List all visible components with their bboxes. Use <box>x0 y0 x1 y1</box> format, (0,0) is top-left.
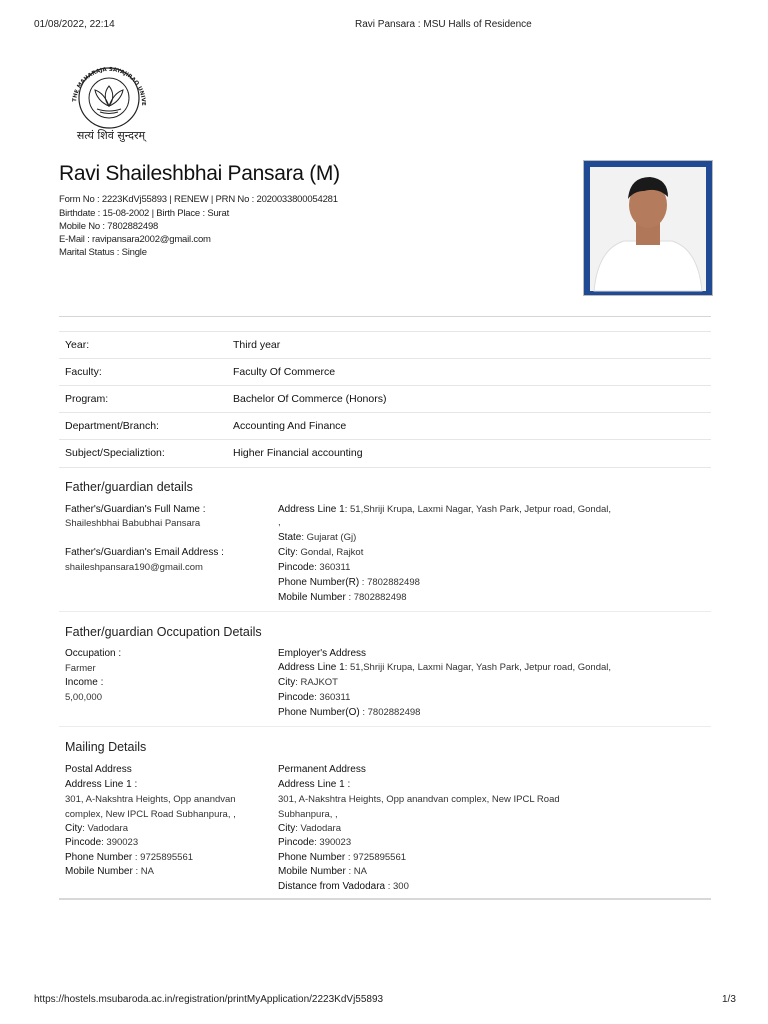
guardian-name-label: Father's/Guardian's Full Name : <box>65 504 206 515</box>
postal-address-l2: complex, New IPCL Road Subhanpura, , <box>65 809 236 820</box>
mobile-label: Mobile Number <box>65 866 133 877</box>
address-label: Address Line 1 <box>278 504 345 515</box>
employer-city-line <box>278 677 338 688</box>
phone-value: : 7802882498 <box>359 577 420 588</box>
academic-label: Program: <box>65 393 109 405</box>
section-divider <box>59 611 711 612</box>
occupation-value: Farmer <box>65 663 96 674</box>
mailing-section-title: Mailing Details <box>65 740 147 754</box>
pincode-label: Pincode <box>278 837 315 848</box>
address-value: : 51,Shriji Krupa, Laxmi Nagar, Yash Park, Jetpur road, Gondal, <box>344 662 612 673</box>
pincode-label: Pincode <box>65 837 102 848</box>
postal-address-label: Address Line 1 : <box>65 779 138 790</box>
guardian-name-value: Shaileshbhai Babubhai Pansara <box>65 518 201 529</box>
employer-pincode-line <box>278 692 350 703</box>
phone-label: Phone Number(R) <box>278 577 360 588</box>
phone-value: : 7802882498 <box>359 707 421 718</box>
person-photo-icon <box>584 161 712 295</box>
birth-line: Birthdate : 15-08-2002 | Birth Place : Surat <box>59 208 230 219</box>
phone-value: : 9725895561 <box>345 852 407 863</box>
pincode-value: : 360311 <box>314 692 351 703</box>
state-value: : Gujarat (Gj) <box>301 532 357 543</box>
postal-phone-line <box>65 852 193 863</box>
income-value: 5,00,000 <box>65 692 102 703</box>
phone-label: Phone Number <box>278 852 346 863</box>
occupation-section-title: Father/guardian Occupation Details <box>65 625 262 639</box>
city-label: City <box>65 823 83 834</box>
permanent-address-heading: Permanent Address <box>278 764 366 775</box>
print-page-title: Ravi Pansara : MSU Halls of Residence <box>355 19 532 30</box>
address-label: Address Line 1 <box>278 662 345 673</box>
guardian-state-line <box>278 532 356 543</box>
phone-label: Phone Number <box>65 852 133 863</box>
distance-label: Distance from Vadodara <box>278 881 386 892</box>
academic-row-subject <box>59 439 711 468</box>
permanent-address-label: Address Line 1 : <box>278 779 351 790</box>
occupation-label: Occupation : <box>65 648 122 659</box>
permanent-distance-line <box>278 881 409 892</box>
pincode-value: : 390023 <box>101 837 139 848</box>
city-value: : Gondal, Rajkot <box>295 547 364 558</box>
permanent-address-l2: Subhanpura, , <box>278 809 338 820</box>
guardian-address-cont: , <box>278 517 281 528</box>
academic-value: Third year <box>233 339 281 351</box>
employer-phone-line <box>278 707 420 718</box>
phone-label: Phone Number(O) <box>278 707 360 718</box>
academic-row-program <box>59 385 711 413</box>
logo-arc-text: THE MAHARAJA SAYAJIRAO UNIVE <box>72 66 147 106</box>
city-label: City <box>278 677 296 688</box>
academic-label: Faculty: <box>65 366 102 378</box>
mobile-label: Mobile Number <box>278 866 346 877</box>
permanent-phone-line <box>278 852 406 863</box>
employer-address-heading: Employer's Address <box>278 648 367 659</box>
academic-value: Higher Financial accounting <box>233 447 363 459</box>
postal-address-l1: 301, A-Nakshtra Heights, Opp anandvan <box>65 794 236 805</box>
postal-mobile-line <box>65 866 154 877</box>
city-label: City <box>278 823 296 834</box>
applicant-name: Ravi Shaileshbhai Pansara (M) <box>59 162 340 185</box>
pincode-label: Pincode <box>278 692 315 703</box>
guardian-email-label: Father's/Guardian's Email Address : <box>65 547 224 558</box>
postal-city-line <box>65 823 128 834</box>
academic-value: Bachelor Of Commerce (Honors) <box>233 393 387 405</box>
employer-address-line <box>278 662 611 673</box>
city-label: City <box>278 547 296 558</box>
city-value: : RAJKOT <box>295 677 338 688</box>
mobile-label: Mobile Number <box>278 592 346 603</box>
section-divider <box>59 726 711 727</box>
state-label: State <box>278 532 302 543</box>
academic-row-faculty <box>59 358 711 386</box>
applicant-photo <box>583 160 713 296</box>
marital-status-line: Marital Status : Single <box>59 247 147 258</box>
pincode-label: Pincode <box>278 562 315 573</box>
guardian-section-title: Father/guardian details <box>65 480 193 494</box>
guardian-address-line <box>278 504 611 515</box>
form-number-line: Form No : 2223KdVj55893 | RENEW | PRN No : 2020033800054281 <box>59 194 338 205</box>
postal-address-heading: Postal Address <box>65 764 132 775</box>
mobile-value: : NA <box>345 866 367 877</box>
academic-value: Accounting And Finance <box>233 420 347 432</box>
academic-value: Faculty Of Commerce <box>233 366 336 378</box>
academic-label: Year: <box>65 339 90 351</box>
guardian-city-line <box>278 547 363 558</box>
guardian-pincode-line <box>278 562 350 573</box>
guardian-email-value: shaileshpansara190@gmail.com <box>65 562 203 573</box>
bottom-divider <box>59 898 711 900</box>
academic-label: Subject/Specializtion: <box>65 447 165 459</box>
guardian-phone-line <box>278 577 420 588</box>
phone-value: : 9725895561 <box>132 852 194 863</box>
print-url: https://hostels.msubaroda.ac.in/registration/printMyApplication/2223KdVj55893 <box>34 994 384 1005</box>
city-value: : Vadodara <box>295 823 342 834</box>
pincode-value: : 360311 <box>314 562 351 573</box>
permanent-pincode-line <box>278 837 351 848</box>
academic-label: Department/Branch: <box>65 420 159 432</box>
print-page-number: 1/3 <box>722 994 736 1005</box>
logo-motto: सत्यं शिवं सुन्दरम् <box>76 129 146 142</box>
guardian-mobile-line <box>278 592 407 603</box>
permanent-address-l1: 301, A-Nakshtra Heights, Opp anandvan complex, New IPCL Road <box>278 794 560 805</box>
postal-pincode-line <box>65 837 138 848</box>
academic-row-year <box>59 331 711 359</box>
header-divider <box>59 316 711 317</box>
permanent-city-line <box>278 823 341 834</box>
mobile-line: Mobile No : 7802882498 <box>59 221 159 232</box>
mobile-value: : NA <box>132 866 154 877</box>
academic-row-department <box>59 412 711 440</box>
permanent-mobile-line <box>278 866 367 877</box>
mobile-value: : 7802882498 <box>345 592 407 603</box>
city-value: : Vadodara <box>82 823 129 834</box>
email-line: E-Mail : ravipansara2002@gmail.com <box>59 234 211 245</box>
address-value: : 51,Shriji Krupa, Laxmi Nagar, Yash Park, Jetpur road, Gondal, <box>344 504 612 515</box>
print-datetime: 01/08/2022, 22:14 <box>34 19 115 30</box>
income-label: Income : <box>65 677 104 688</box>
distance-value: : 300 <box>385 881 409 892</box>
pincode-value: : 390023 <box>314 837 352 848</box>
